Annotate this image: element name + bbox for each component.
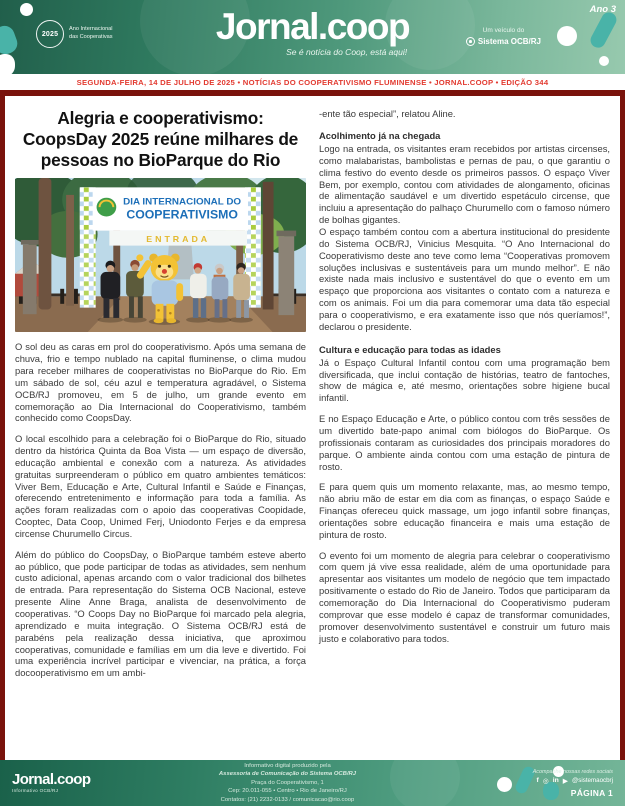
footer-logo-block: [12, 772, 90, 794]
footer-logo-subtext: Informativo OCB/RJ: [12, 788, 59, 794]
youtube-icon[interactable]: ▶: [562, 777, 568, 785]
footer-credits: [219, 762, 356, 805]
ocb-system-label: Sistema OCB/RJ: [477, 37, 541, 46]
article-paragraph: Além do público do CoopsDay, o BioParque também esteve aberto ao público, que pode participar de todas as atividades, sem nenhum custo adicional, apenas arcando com o valor tradicional dos bilhetes de entrada. Para representação do Sistema OCB Nacional, esteve presente Aline Anne Braga, analista de desenvolvimento de cooperativas. “O Coops Day no BioParque foi marcado pela alegria, aprendizado e muita integração. O Sistema OCB/RJ está de parabéns pela realização dessa iniciativa, que aproximou cooperativas, comunidade e famílias em um dia leve e divertido. Foi uma experiência incrível participar e vivenciar, na prática, a força docooperativismo em um ambi-: [15, 548, 306, 679]
gate-entrada-label: ENTRADA: [146, 234, 211, 245]
page-footer: [0, 760, 625, 806]
masthead-brand: [216, 8, 409, 57]
decor-white-circle: [557, 26, 577, 46]
decor-teal-comma: [588, 10, 619, 51]
decor-white-circle: [497, 777, 512, 792]
article-paragraph: O local escolhido para a celebração foi o BioParque do Rio, situado dentro da histórica Quinta da Boa Vista — um espaço de diversão, educação ambiental e conexão com a natureza. As atividades gratuitas surpreenderam o público em quatro ambientes temáticos: Viver Bem, Educação e Arte, Cultural Infantil e Saúde e Finanças, oferecendo entretenimento e informação para toda a família. As ações foram realizadas com o apoio das cooperativas Coopidade, Cooptec, Data Coop, Unimed Ferj, Uniodonto Ferjes e da empresa circense Churumello Circus.: [15, 433, 306, 539]
section-heading: Acolhimento já na chegada: [319, 129, 441, 141]
article-paragraph: Já o Espaço Cultural Infantil contou com uma programação bem diversificada, que inclui contação de histórias, teatro de fantoches, show de mágica e, até mesmo, orientações sobre higiene bucal infantil.: [319, 356, 610, 404]
iyc-2025-badge: [36, 20, 64, 48]
article-paragraph: E para quem quis um momento relaxante, mas, ao mesmo tempo, não abriu mão de estar em dia com as finanças, o espaço Saúde e Finanças ofereceu quick massage, um jogo infantil sobre finanças, orientações sobre educação financeira e mais uma estação de pintura de rosto.: [319, 481, 610, 540]
article-paragraph: E no Espaço Educação e Arte, o público contou com três sessões de um divertido bate-papo animal com biólogos do BioParque. Os profissionais contaram as curiosidades dos principais moradores do parque. O ambiente ainda contou com uma estação de pintura de rosto.: [319, 413, 610, 472]
event-photo: [15, 178, 306, 332]
left-column: [15, 108, 306, 752]
gate-banner-line2: COOPERATIVISMO: [126, 207, 238, 222]
linkedin-icon[interactable]: in: [552, 777, 559, 784]
decor-white-circle: [20, 3, 33, 16]
journal-logo: Jornal.coop: [215, 6, 410, 47]
footer-social-block: [533, 769, 613, 798]
decor-teal-leaf: [0, 23, 20, 57]
dateline-text: SEGUNDA-FEIRA, 14 DE JULHO DE 2025 • NOTÍCIAS DO COOPERATIVISMO FLUMINENSE • JORNAL.COOP • EDIÇÃO 344: [76, 77, 549, 87]
article-continuation: -ente tão especial”, relatou Aline.: [319, 108, 456, 119]
footer-address-line: Cep: 20.011-055 • Centro • Rio de Janeiro/RJ: [228, 788, 347, 795]
page-number-label: PÁGINA 1: [570, 787, 613, 798]
decor-white-leaf: [0, 54, 15, 74]
article-body: [0, 96, 625, 760]
right-column: [319, 108, 610, 752]
footer-credit-line: Assessoria de Comunicação do Sistema OCB/RJ: [218, 771, 357, 778]
footer-credit-line: Informativo digital produzido pela: [244, 762, 331, 769]
event-photo-illustration: [15, 178, 306, 332]
footer-address-line: Praça do Cooperativismo, 1: [251, 779, 324, 786]
iyc-2025-logo: [36, 20, 113, 48]
article-paragraph: O evento foi um momento de alegria para celebrar o cooperativismo com quem já vive essa realidade, além de uma oportunidade para apresentar aos visitantes um modelo de negócio que tem impactado positivamente o estado do Rio de Janeiro. Todos que participaram da comemoração do Dia Internacional do Cooperativismo puderam comprovar que esse modelo é capaz de transformar comunidades, promover desenvolvimento sustentável e construir um futuro mais justo e colaborativo para todos.: [319, 549, 610, 644]
article-paragraph: O espaço também contou com a abertura institucional do presidente do Sistema OCB/RJ, Vinicius Mesquita. “O Ano Internacional do Cooperativismo deste ano teve como lema “Cooperativas promovem soluções inclusivas e sustentáveis para um mundo melhor”. E não existe nada mais inclusivo e sustentável do que o evento em um espaço que proporciona aos visitantes o contato com a natureza e com os animais. Foi um dia para comemorar uma data tão especial para o cooperativismo, e era exatamente isso que nós queríamos!”, declarou o presidente.: [319, 225, 610, 332]
vehicle-caption: Um veículo do: [482, 27, 525, 34]
vehicle-badge: [466, 27, 541, 46]
iyc-label-line1: Ano Internacional: [69, 26, 113, 33]
iyc-label: [69, 26, 113, 41]
section-heading: Cultura e educação para todas as idades: [319, 343, 501, 355]
headline: Alegria e cooperativismo: CoopsDay 2025 reúne milhares de pessoas no BioParque do Rio: [22, 108, 299, 171]
decor-white-circle: [599, 56, 609, 66]
dateline-bar: [0, 74, 625, 90]
footer-contact-line: Contatos: (21) 2232-0133 / comunicacao@rio.coop: [220, 796, 355, 803]
social-handle[interactable]: @sistemaocbrj: [571, 777, 613, 784]
facebook-icon[interactable]: f: [536, 777, 539, 784]
article-paragraph: O sol deu as caras em prol do cooperativismo. Após uma semana de chuva, frio e tempo nublado na capital fluminense, o clima mudou para receber milhares de cooperativistas no BioParque do Rio. Em um sábado de sol, céu azul e temperatura agradável, o Sistema OCB/RJ promoveu, em 5 de julho, um grande evento em comemoração ao Dia Internacional do Cooperativismo, também conhecido como CoopsDay.: [15, 341, 306, 424]
instagram-icon[interactable]: ◎: [542, 777, 549, 785]
journal-tagline: Se é notícia do Coop, está aqui!: [286, 47, 408, 57]
article-paragraph: Logo na entrada, os visitantes eram recebidos por artistas circenses, como malabaristas, bambolistas e pernas de pau, o que garantiu o clima festivo do evento desde os primeiros passos. O espaço Viver Bem, por exemplo, contou com atividades de alongamento, oficinas de alimentação saudável e um divertido espetáculo circense, que incluiu a apresentação do palhaço Churumello com o famoso número de bolhas gigantes.: [319, 143, 610, 226]
masthead: [0, 0, 625, 74]
ocb-logo-icon: [466, 37, 475, 46]
social-caption: Acompanhe nossas redes sociais: [532, 768, 613, 775]
iyc-year: 2025: [41, 30, 59, 38]
edition-year-badge: Ano 3: [589, 4, 616, 15]
gate-banner-line1: DIA INTERNACIONAL DO: [123, 196, 242, 208]
decor-soft-circle: [390, 760, 460, 806]
iyc-label-line2: das Cooperativas: [69, 34, 113, 40]
footer-journal-logo: Jornal.coop: [12, 771, 91, 789]
